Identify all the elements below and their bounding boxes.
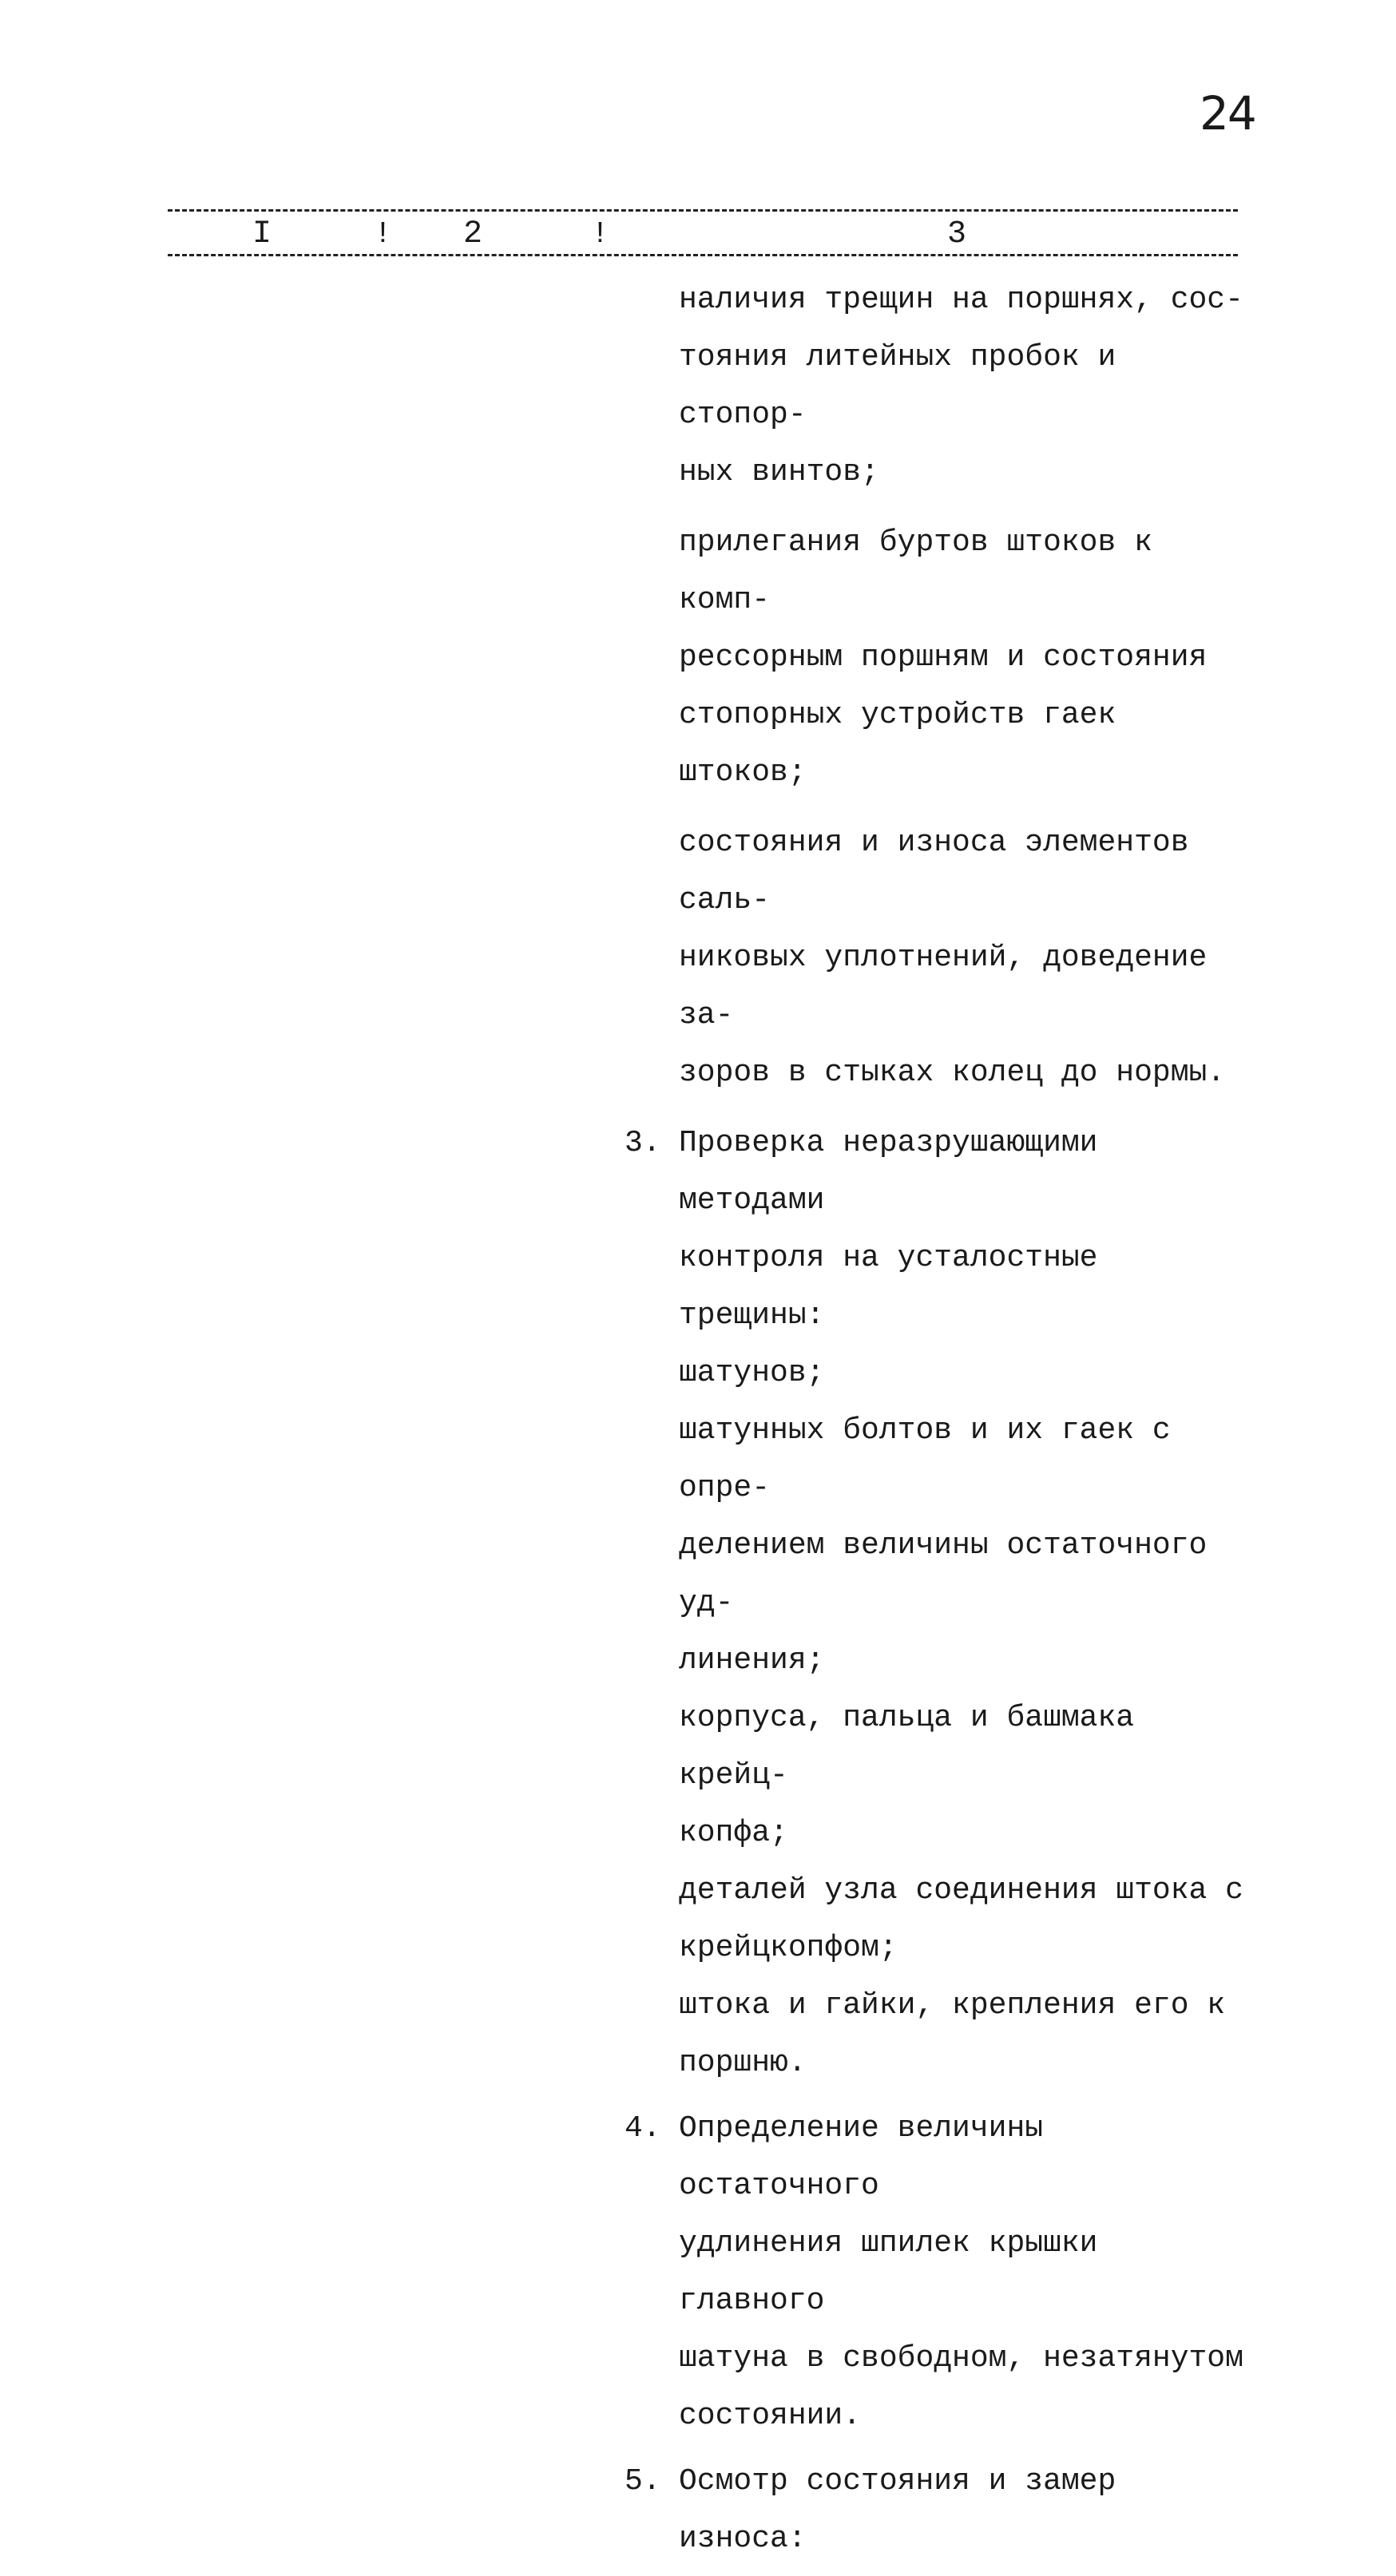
list-subitem: шатунов; [679, 1356, 825, 1390]
header-rule-top [168, 209, 1238, 212]
column-separator-1: ! [374, 217, 392, 252]
list-subitem: корпуса, пальца и башмака крейц- копфа; [679, 1701, 1135, 1850]
list-item-number: 4. [625, 2111, 661, 2146]
list-item-text: Проверка неразрушающими методами контроля на усталостные трещины: [679, 1126, 1098, 1333]
list-subitem: деталей узла соединения штока с крейцкопфом; [679, 1873, 1243, 1965]
column-2-number: 2 [463, 216, 483, 252]
list-item [625, 2100, 1254, 2445]
paragraph: наличия трещин на поршнях, сос- тояния литейных пробок и стопор- ных винтов; [679, 283, 1243, 489]
list-subitem: штока и гайки, крепления его к поршню. [679, 1988, 1226, 2080]
list-item [625, 2453, 1254, 2568]
list-item [625, 1115, 1254, 2092]
list-item-text: Осмотр состояния и замер износа: [679, 2464, 1116, 2556]
column-1-number: I [252, 216, 272, 252]
header-rule-bottom [168, 254, 1238, 256]
list-item-text: Определение величины остаточного удлинения шпилек крышки главного шатуна в свободном, незатянутом состоянии. [679, 2111, 1243, 2433]
list-subitem: шатунных болтов и их гаек с опре- делением величины остаточного уд- линения; [679, 1413, 1208, 1678]
list-item-number: 5. [625, 2464, 661, 2499]
paragraph: прилегания буртов штоков к комп- рессорным поршням и состояния стопорных устройств гаек штоков; [679, 525, 1208, 790]
paragraph: состояния и износа элементов саль- никовых уплотнений, доведение за- зоров в стыках колец до нормы. [679, 826, 1226, 1090]
list-item-number: 3. [625, 1126, 661, 1160]
column-3-number: 3 [947, 216, 967, 252]
page-number: 24 [1200, 86, 1255, 141]
column-separator-2: ! [591, 217, 609, 252]
column-3-content [625, 271, 1254, 2576]
